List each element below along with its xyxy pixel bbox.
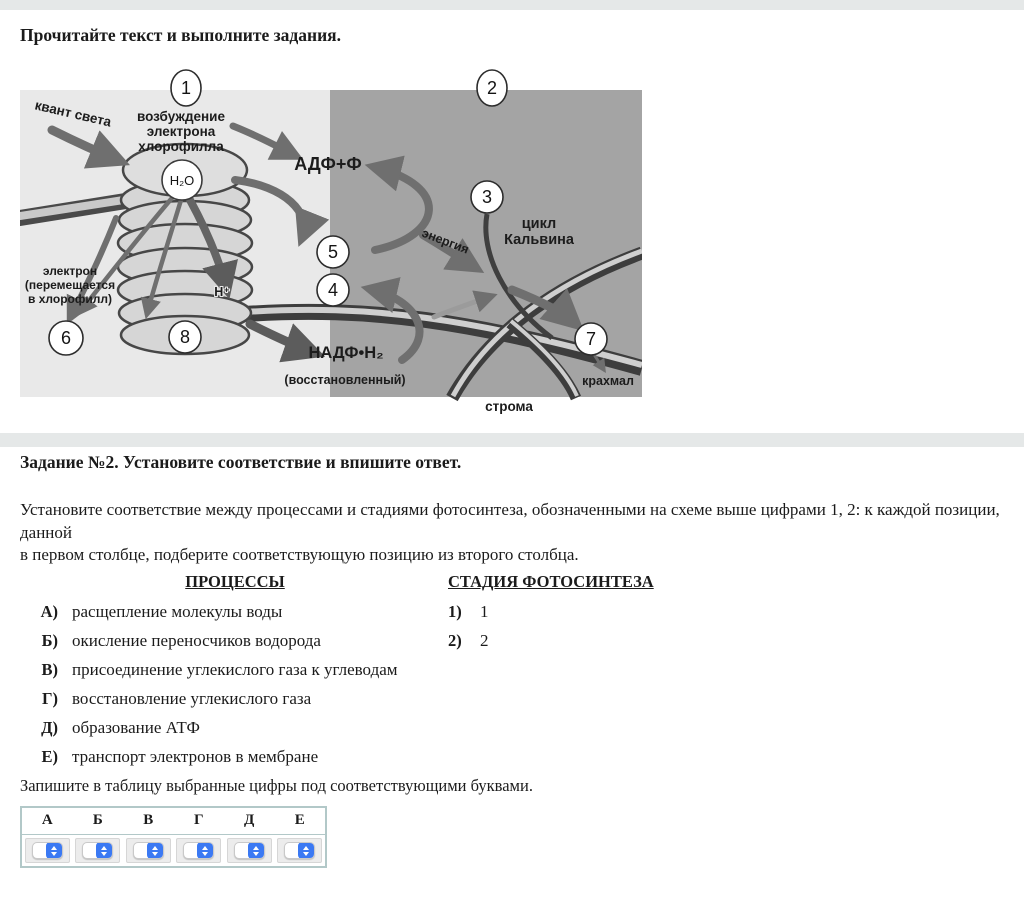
answer-col-b: Б [73, 807, 123, 834]
stage-num: 2) [448, 630, 462, 650]
select-stepper-icon [96, 842, 112, 859]
circle-4: 4 [327, 280, 339, 300]
circle-7: 7 [585, 329, 597, 349]
process-text: образование АТФ [72, 717, 200, 737]
circle-3: 3 [481, 187, 493, 207]
calvin-label-2: Кальвина [504, 232, 574, 248]
process-letter: А) [40, 601, 58, 621]
process-text: окисление переносчиков водорода [72, 630, 321, 650]
circle-6: 6 [60, 328, 72, 348]
select-stepper-icon [197, 842, 213, 859]
circle-8: 8 [179, 327, 191, 347]
excitation-label-1: возбуждение [136, 109, 226, 124]
answer-col-g: Г [173, 807, 223, 834]
process-item-b [0, 626, 640, 655]
answer-col-a: А [21, 807, 73, 834]
process-text: транспорт электронов в мембране [72, 746, 319, 766]
answer-select-b[interactable] [75, 838, 120, 863]
answer-table-select-row [21, 834, 326, 867]
process-letter: В) [41, 659, 58, 679]
stage-column-header: СТАДИЯ ФОТОСИНТЕЗА [448, 572, 654, 591]
process-item-d [0, 713, 640, 742]
process-letter: Д) [41, 717, 58, 737]
select-stepper-icon [248, 842, 264, 859]
answer-col-e: Е [274, 807, 326, 834]
process-item-g [0, 684, 640, 713]
proton-label: Н⁺ [214, 285, 230, 299]
task-description-part1: Установите соответствие между процессами и стадиями фотосинтеза, обозначенными на схеме выше цифрами 1, 2: к каждой позиции, данной [20, 500, 1000, 542]
answer-select-a[interactable] [25, 838, 70, 863]
process-item-a [0, 597, 640, 626]
answer-col-v: В [123, 807, 173, 834]
water-label: H₂O [169, 173, 195, 188]
select-stepper-icon [298, 842, 314, 859]
stage-num: 1) [448, 601, 462, 621]
process-letter: Г) [42, 688, 58, 708]
starch-label: крахмал [582, 374, 634, 388]
process-text: восстановление углекислого газа [72, 688, 312, 708]
circle-1: 1 [180, 78, 192, 98]
energy-label: энергия [419, 225, 471, 257]
stroma-label: строма [485, 399, 533, 414]
process-list [0, 597, 640, 771]
processes-column-header: ПРОЦЕССЫ [185, 572, 285, 591]
process-item-v [0, 655, 640, 684]
electron-label-1: электрон [42, 264, 98, 278]
water-molecule [162, 160, 202, 200]
process-text: присоединение углекислого газа к углеводам [72, 659, 398, 679]
light-quantum-label: квант света [33, 97, 113, 130]
calvin-label-1: цикл [521, 216, 557, 232]
answer-col-d: Д [224, 807, 274, 834]
electron-label-2: (перемещается [24, 278, 116, 292]
write-instruction: Запишите в таблицу выбранные цифры под соответствующими буквами. [20, 776, 533, 795]
process-text: расщепление молекулы воды [72, 601, 283, 621]
top-gray-bar [0, 0, 1024, 10]
select-stepper-icon [46, 842, 62, 859]
task-description-part2: в первом столбце, подберите соответствующую позицию из второго столбца. [20, 545, 579, 564]
process-item-e [0, 742, 640, 771]
answer-select-d[interactable] [227, 838, 272, 863]
answer-select-v[interactable] [126, 838, 171, 863]
task-title: Задание №2. Установите соответствие и впишите ответ. [20, 452, 462, 472]
stage-text: 1 [480, 601, 489, 621]
stage-item-1 [448, 597, 489, 626]
answer-select-e[interactable] [277, 838, 322, 863]
reduced-label: (восстановленный) [284, 373, 406, 387]
answer-select-g[interactable] [176, 838, 221, 863]
stage-list [448, 597, 489, 655]
stage-text: 2 [480, 630, 489, 650]
process-letter: Б) [41, 630, 58, 650]
answer-table-header-row [21, 807, 326, 834]
adp-label: АДФ+Ф [294, 154, 362, 174]
process-letter: Е) [41, 746, 58, 766]
photosynthesis-diagram [20, 68, 642, 416]
task-description [20, 499, 1012, 567]
stage-item-2 [448, 626, 489, 655]
nadph-label: НАДФ•Н₂ [308, 344, 384, 362]
select-stepper-icon [147, 842, 163, 859]
page-instruction: Прочитайте текст и выполните задания. [20, 25, 342, 45]
section-separator [0, 433, 1024, 447]
circle-5: 5 [327, 242, 339, 262]
excitation-label-2: электрона [146, 124, 216, 139]
circle-2: 2 [486, 78, 498, 98]
excitation-label-3: хлорофилла [138, 139, 224, 154]
electron-label-3: в хлорофилл) [28, 292, 112, 306]
answer-table [20, 806, 327, 868]
